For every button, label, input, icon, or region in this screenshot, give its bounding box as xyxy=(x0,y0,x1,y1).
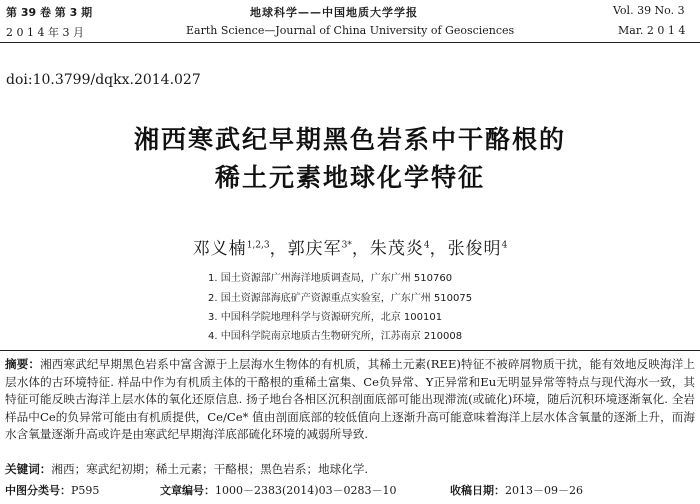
author-2: 郭庆军$^{3*}$， xyxy=(287,239,370,259)
volume-issue-cn: 第 39 卷 第 3 期 xyxy=(6,6,93,19)
date-en: Mar. 2 0 1 4 xyxy=(618,24,686,37)
keywords-text: 湘西；寒武纪初期；稀土元素；干酪根；黑色岩系；地球化学. xyxy=(51,462,369,476)
header-rule xyxy=(0,42,700,43)
doi: doi:10.3799/dqkx.2014.027 xyxy=(6,72,201,88)
date-cn: 2 0 1 4 年 3 月 xyxy=(6,26,84,39)
received-date: 收稿日期：2013－09－26 xyxy=(450,484,583,497)
title-line-2: 稀土元素地球化学特征 xyxy=(214,163,485,192)
affiliation-1: 1. 国土资源部广州海洋地质调查局，广东广州 510760 xyxy=(208,273,453,284)
affiliation-3: 3. 中国科学院地理科学与资源研究所，北京 100101 xyxy=(208,312,443,323)
author-1: 邓义楠$^{1,2,3}$， xyxy=(192,239,288,259)
affiliation-4: 4. 中国科学院南京地质古生物研究所，江苏南京 210008 xyxy=(208,331,463,342)
article-number: 文章编号：1000－2383(2014)03－0283－10 xyxy=(160,484,397,497)
abstract-rule xyxy=(0,350,700,351)
volume-issue-en: Vol. 39 No. 3 xyxy=(613,4,685,17)
journal-name-en: Earth Science—Journal of China University of Geosciences xyxy=(186,24,515,37)
clc-number: 中图分类号：P595 xyxy=(5,484,100,497)
affiliation-2: 2. 国土资源部海底矿产资源重点实验室，广东广州 510075 xyxy=(208,293,473,304)
title-line-1: 湘西寒武纪早期黑色岩系中干酪根的 xyxy=(133,125,566,154)
journal-name-cn: 地球科学——中国地质大学学报 xyxy=(250,6,418,19)
keywords-label: 关键词： xyxy=(5,462,52,476)
author-4: 张俊明$^4$ xyxy=(447,239,508,259)
abstract-text: 湘西寒武纪早期黑色岩系中富含源于上层海水生物体的有机质，其稀土元素(REE)特征不被碎屑物质干扰，能有效地反映海洋上层水体的古环境特征. 样品中作为有机质主体的干酪根的重稀土富集、Ce负异常、Y正异常和Eu无明显异常等特点与现代海水一致，其特征可能反映古海洋上层水体的氧化还原信息. 扬子地台各相区沉积剖面底部可能出现滞流(或硫化)环境，随后沉积环境逐渐氧化. 全岩样品中Ce的负异常可能由有机质提供，Ce/Ce* 值由剖面底部的较低值向上逐渐升高可能意味着海洋上层水体含氧量的逐渐上升，而海水含氧量逐渐升高或许是由寒武纪早期海洋底部硫化环境的减弱所导致. xyxy=(5,357,695,442)
keywords xyxy=(5,461,368,477)
author-3: 朱茂炎$^4$， xyxy=(369,239,448,259)
abstract-label: 摘要： xyxy=(5,357,41,371)
abstract xyxy=(5,356,695,444)
author-list xyxy=(0,234,700,259)
